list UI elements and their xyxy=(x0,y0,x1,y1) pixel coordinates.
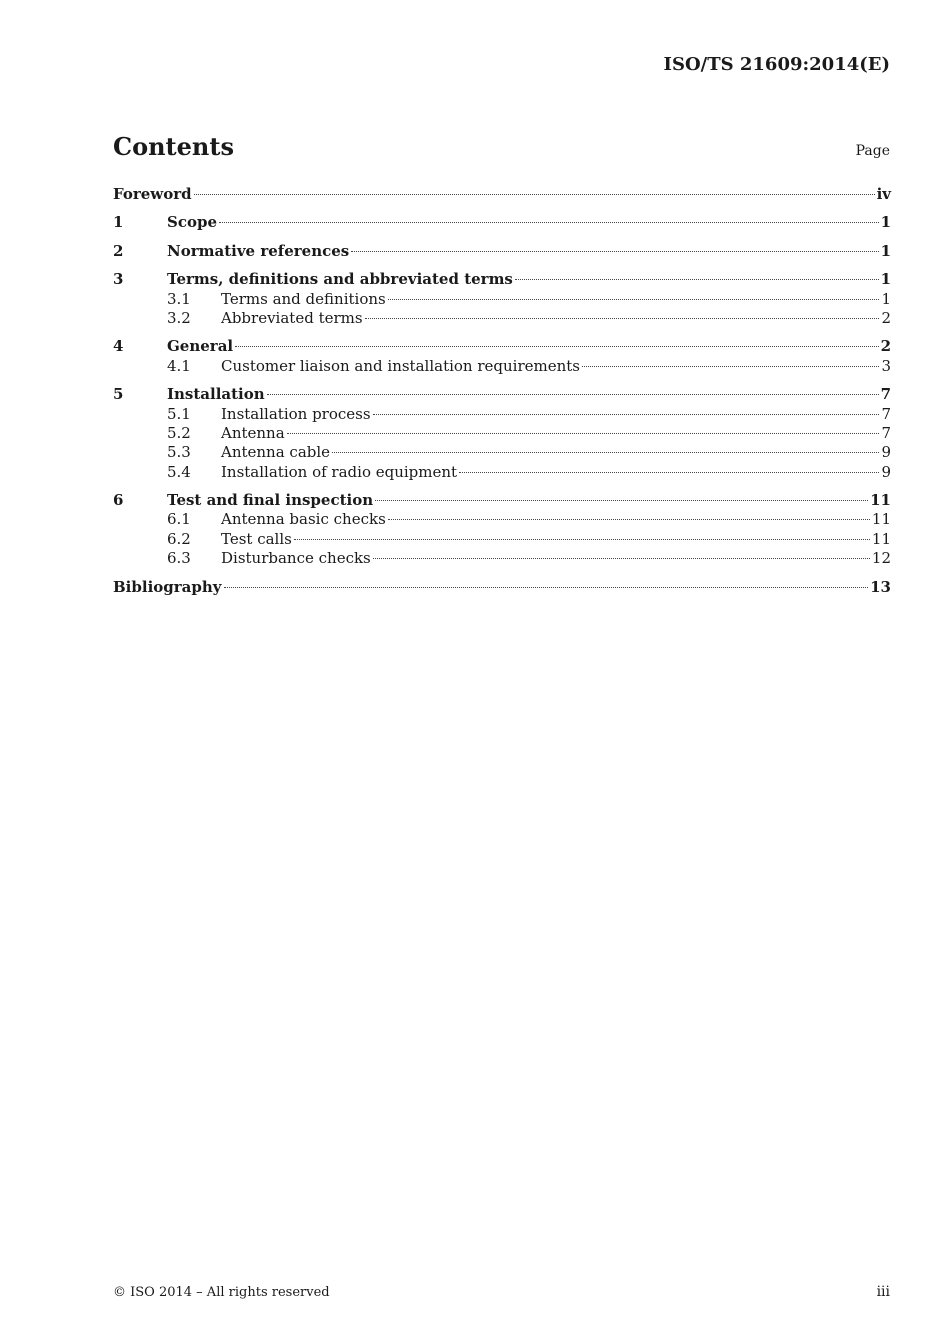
toc-entry-page: 1 xyxy=(881,289,891,308)
toc-entry[interactable] xyxy=(113,424,891,443)
toc-entry[interactable] xyxy=(113,213,891,232)
document-id: ISO/TS 21609:2014(E) xyxy=(663,54,890,75)
toc-entry-number: 6.3 xyxy=(167,549,191,568)
toc-entry[interactable] xyxy=(113,549,891,568)
footer-copyright: © ISO 2014 – All rights reserved xyxy=(113,1285,330,1300)
toc-entry-title: Antenna basic checks xyxy=(221,510,386,529)
toc-entry-page: 1 xyxy=(880,213,891,232)
toc-entry-page: 9 xyxy=(881,443,891,462)
toc-entry[interactable] xyxy=(113,290,891,309)
toc-entry-page: 13 xyxy=(870,577,891,596)
toc-entry-page: 7 xyxy=(881,404,891,423)
toc-entry-number: 3.2 xyxy=(167,308,191,327)
toc-entry-number: 5.1 xyxy=(167,404,191,423)
toc-dot-leader xyxy=(194,194,875,195)
toc-entry-title: Scope xyxy=(167,213,218,232)
toc-entry-title: Installation xyxy=(167,385,265,404)
footer-page-number: iii xyxy=(876,1284,890,1300)
toc-entry-page: 12 xyxy=(871,549,891,568)
toc-entry[interactable] xyxy=(113,270,891,289)
toc-entry-title: Installation of radio equipment xyxy=(221,462,458,481)
toc-entry-title: Customer liaison and installation requirements xyxy=(221,356,580,375)
toc-entry-title: Antenna cable xyxy=(221,443,331,462)
toc-dot-leader xyxy=(351,251,878,252)
toc-dot-leader xyxy=(375,500,868,501)
toc-entry-number: 5.2 xyxy=(167,423,191,442)
toc-dot-leader xyxy=(388,519,870,520)
toc-dot-leader xyxy=(515,279,879,280)
toc-entry[interactable] xyxy=(113,385,891,404)
toc-entry-number: 5.3 xyxy=(167,443,191,462)
toc-entry-number: 1 xyxy=(113,213,124,232)
toc-entry-title: Foreword xyxy=(113,185,192,203)
toc-entry-number: 4 xyxy=(113,337,124,356)
toc-entry[interactable] xyxy=(113,405,891,424)
toc-entry[interactable] xyxy=(113,337,891,356)
toc-dot-leader xyxy=(373,558,870,559)
toc-entry[interactable] xyxy=(113,530,891,549)
toc-dot-leader xyxy=(224,587,869,588)
toc-dot-leader xyxy=(459,472,879,473)
toc-dot-leader xyxy=(287,433,880,434)
toc-entry-page: iv xyxy=(876,185,891,203)
toc-entry[interactable] xyxy=(113,491,891,510)
toc-entry-number: 4.1 xyxy=(167,356,191,375)
toc-entry-title: Bibliography xyxy=(113,577,222,596)
toc-entry-number: 5 xyxy=(113,385,124,404)
toc-entry[interactable] xyxy=(113,309,891,328)
toc-entry-page: 7 xyxy=(881,423,891,442)
toc-entry-title: Antenna xyxy=(221,423,285,442)
toc-dot-leader xyxy=(294,539,870,540)
toc-entry-title: Terms, definitions and abbreviated terms xyxy=(167,270,513,289)
toc-entry-number: 3.1 xyxy=(167,289,191,308)
toc-entry-title: Normative references xyxy=(167,241,350,260)
table-of-contents xyxy=(113,185,891,597)
toc-entry[interactable] xyxy=(113,242,891,261)
toc-entry[interactable] xyxy=(113,510,891,529)
toc-dot-leader xyxy=(388,299,880,300)
toc-entry[interactable] xyxy=(113,357,891,376)
toc-entry-title: General xyxy=(167,337,234,356)
toc-entry-page: 2 xyxy=(881,308,891,327)
page-column-label: Page xyxy=(855,143,890,159)
toc-entry-title: Abbreviated terms xyxy=(221,308,363,327)
toc-entry[interactable] xyxy=(113,443,891,462)
toc-dot-leader xyxy=(332,452,879,453)
toc-entry-title: Test calls xyxy=(221,529,292,548)
toc-entry-number: 5.4 xyxy=(167,462,191,481)
toc-entry[interactable] xyxy=(113,463,891,482)
toc-entry-number: 6 xyxy=(113,491,124,510)
toc-entry-title: Installation process xyxy=(221,404,371,423)
toc-entry-number: 3 xyxy=(113,270,124,289)
toc-dot-leader xyxy=(365,318,880,319)
toc-entry-number: 2 xyxy=(113,241,124,260)
toc-entry[interactable] xyxy=(113,578,891,597)
toc-entry-page: 7 xyxy=(880,385,891,404)
toc-dot-leader xyxy=(219,222,879,223)
toc-entry-page: 1 xyxy=(880,241,891,260)
toc-dot-leader xyxy=(582,366,879,367)
toc-entry-page: 9 xyxy=(881,462,891,481)
toc-entry-title: Disturbance checks xyxy=(221,549,371,568)
toc-entry-page: 11 xyxy=(871,529,891,548)
toc-entry-page: 2 xyxy=(880,337,891,356)
toc-entry-page: 11 xyxy=(871,510,891,529)
toc-dot-leader xyxy=(235,346,878,347)
toc-entry-title: Terms and definitions xyxy=(221,289,386,308)
contents-heading: Contents xyxy=(113,132,234,161)
toc-entry-page: 1 xyxy=(880,270,891,289)
toc-entry[interactable] xyxy=(113,185,891,204)
toc-entry-title: Test and final inspection xyxy=(167,491,374,510)
toc-dot-leader xyxy=(267,394,879,395)
toc-entry-number: 6.2 xyxy=(167,529,191,548)
toc-dot-leader xyxy=(373,414,880,415)
toc-entry-page: 3 xyxy=(881,356,891,375)
toc-entry-page: 11 xyxy=(870,491,891,510)
toc-entry-number: 6.1 xyxy=(167,510,191,529)
